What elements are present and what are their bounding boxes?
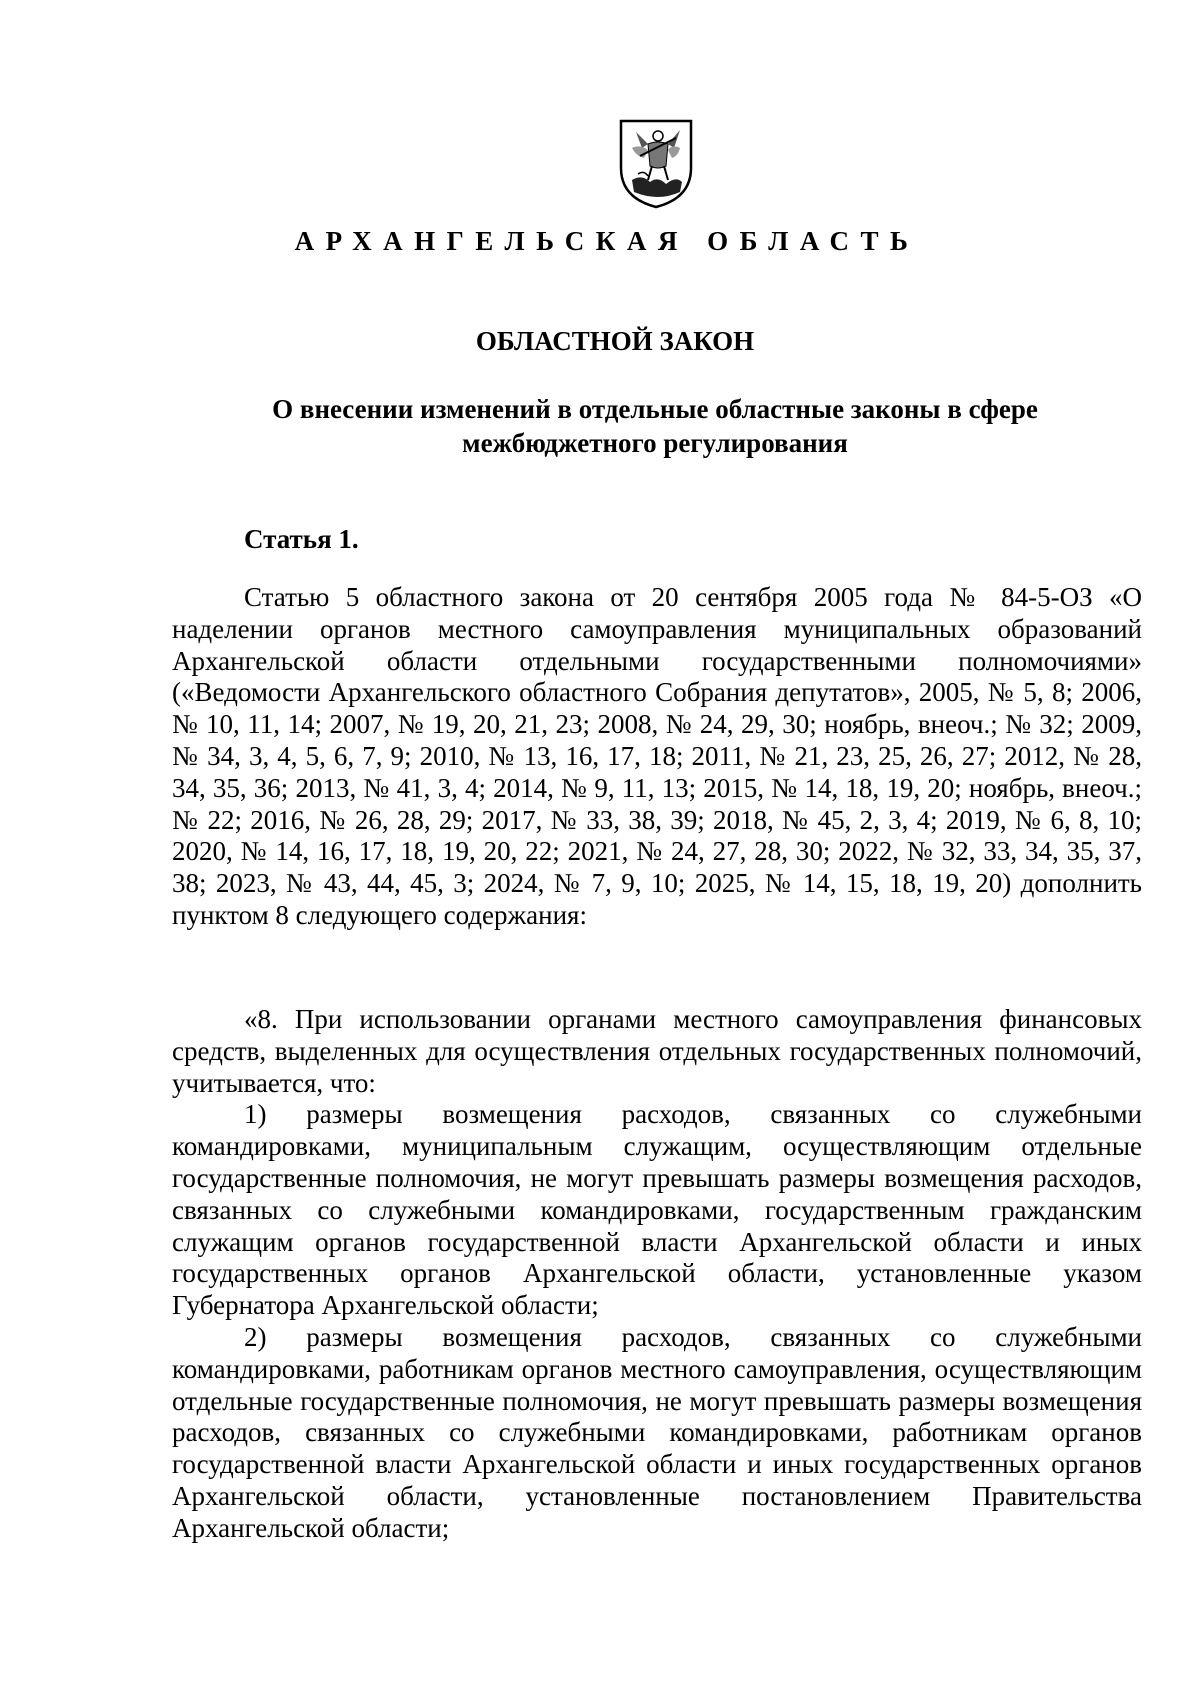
amendment-item-2-text: 2) размеры возмещения расходов, связанных со служебными командировками, работникам органов местного самоуправления, осуществляющим отдельные государственные полномочия, не могут превышать размеры возмещения расходов, связанных со служебными командировками, работникам органов государственной власти Архангельской области и иных государственных органов Архангельской области, установленные постановлением Правительства Архангельской области; <box>172 1321 1142 1543</box>
document-title: О внесении изменений в отдельные областные законы в сфере межбюджетного регулирования <box>272 394 1038 458</box>
amendment-item-2 <box>172 1322 1142 1545</box>
amendment-intro <box>172 1004 1142 1099</box>
amendment-intro-text: «8. При использовании органами местного самоуправления финансовых средств, выделенных для осуществления отдельных государственных полномочий, учитывается, что: <box>172 1004 1142 1098</box>
paragraph-1-text: Статью 5 областного закона от 20 сентября 2005 года № 84-5-ОЗ «О наделении органов местного самоуправления муниципальных образований Архангельской области отдельными государственными полномочиями» («Ведомости Архангельского областного Собрания депутатов», 2005, № 5, 8; 2006, № 10, 11, 14; 2007, № 19, 20, 21, 23; 2008, № 24, 29, 30; ноябрь, внеоч.; № 32; 2009, № 34, 3, 4, 5, 6, 7, 9; 2010, № 13, 16, 17, 18; 2011, № 21, 23, 25, 26, 27; 2012, № 28, 34, 35, 36; 2013, № 41, 3, 4; 2014, № 9, 11, 13; 2015, № 14, 18, 19, 20; ноябрь, внеоч.; № 22; 2016, № 26, 28, 29; 2017, № 33, 38, 39; 2018, № 45, 2, 3, 4; 2019, № 6, 8, 10; 2020, № 14, 16, 17, 18, 19, 20, 22; 2021, № 24, 27, 28, 30; 2022, № 32, 33, 34, 35, 37, 38; 2023, № 43, 44, 45, 3; 2024, № 7, 9, 10; 2025, № 14, 15, 18, 19, 20) дополнить пунктом 8 следующего содержания: <box>172 582 1142 930</box>
region-name: АРХАНГЕЛЬСКАЯ ОБЛАСТЬ <box>294 226 920 256</box>
amendment-block <box>172 1004 1142 1545</box>
document-type: ОБЛАСТНОЙ ЗАКОН <box>475 326 755 356</box>
amendment-item-1 <box>172 1099 1142 1322</box>
coat-of-arms-icon <box>618 118 694 210</box>
amendment-item-1-text: 1) размеры возмещения расходов, связанных со служебными командировками, муниципальным служащим, осуществляющим отдельные государственные полномочия, не могут превышать размеры возмещения расходов, связанных со служебными командировками, государственным гражданским служащим органов государственной власти Архангельской области и иных государственных органов Архангельской области, установленные указом Губернатора Архангельской области; <box>172 1099 1142 1321</box>
article-paragraph-1 <box>172 582 1142 932</box>
article-heading: Статья 1. <box>244 524 359 554</box>
